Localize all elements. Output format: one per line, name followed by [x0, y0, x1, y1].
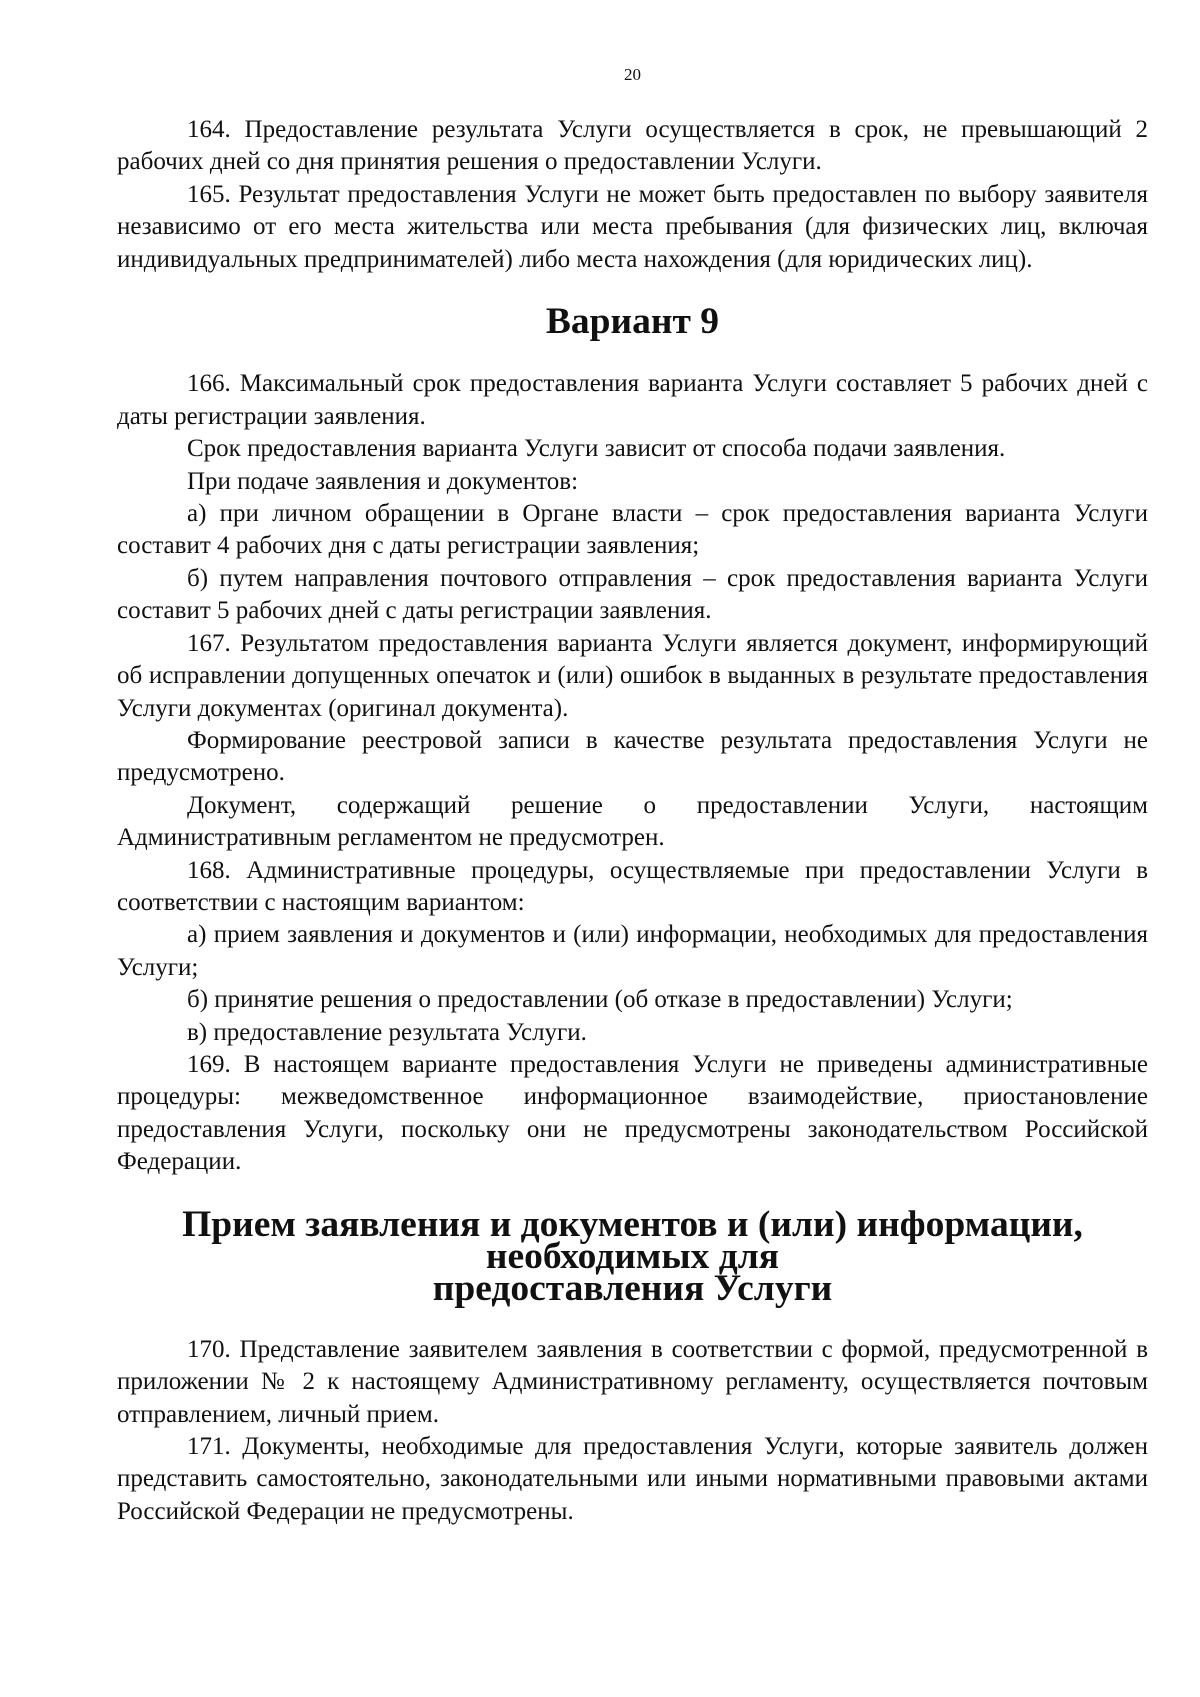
paragraph-164: 164. Предоставление результата Услуги осуществляется в срок, не превышающий 2 рабочих дней со дня принятия решения о предоставлении Услуги.: [117, 116, 1148, 176]
section-result-delivery: [117, 114, 1148, 276]
page-number: 20: [624, 65, 641, 84]
list-item-a-reception: а) прием заявления и документов и (или) информации, необходимых для предоставления Услуги;: [117, 921, 1148, 981]
heading-variant-9: Вариант 9: [545, 301, 720, 343]
paragraph-registry-record: Формирование реестровой записи в качестве результата предоставления Услуги не предусмотрено.: [117, 726, 1148, 787]
list-item-b-postal: б) путем направления почтового отправления – срок предоставления варианта Услуги составит 5 рабочих дней с даты регистрации заявления.: [117, 564, 1148, 625]
paragraph-170: 170. Представление заявителем заявления в соответствии с формой, предусмотренной в приложении № 2 к настоящему Административному регламенту, осуществляется почтовым отправлением, личный прием.: [117, 1335, 1148, 1428]
paragraph-165: 165. Результат предоставления Услуги не может быть предоставлен по выбору заявителя независимо от его места жительства или места пребывания (для физических лиц, включая индивидуальных предпринимателей) либо места нахождения (для юридических лиц).: [117, 180, 1148, 273]
paragraph-term-depends: Срок предоставления варианта Услуги зависит от способа подачи заявления.: [187, 435, 1006, 463]
heading-reception-line2: предоставления Услуги: [432, 1268, 833, 1310]
paragraph-166: 166. Максимальный срок предоставления варианта Услуги составляет 5 рабочих дней с даты регистрации заявления.: [117, 370, 1148, 430]
paragraph-submission: При подаче заявления и документов:: [187, 467, 579, 495]
paragraph-169: 169. В настоящем варианте предоставления Услуги не приведены административные процедуры: межведомственное информационное взаимодействие, приостановление предоставления Услуги, поскольку они не предусмотрены законодательством Российской Федерации.: [117, 1050, 1148, 1176]
paragraph-decision-document: Документ, содержащий решение о предоставлении Услуги, настоящим Административным регламентом не предусмотрен.: [117, 791, 1148, 852]
list-item-v-result: в) предоставление результата Услуги.: [187, 1018, 587, 1046]
section-reception: [117, 1334, 1148, 1528]
heading-reception-line1: Прием заявления и документов и (или) информации, необходимых для: [182, 1203, 1083, 1277]
list-item-b-decision: б) принятие решения о предоставлении (об отказе в предоставлении) Услуги;: [187, 986, 1013, 1014]
section-variant-9: [117, 368, 1148, 1178]
list-item-a-personal: а) при личном обращении в Органе власти – срок предоставления варианта Услуги составит 4 рабочих дня с даты регистрации заявления;: [117, 500, 1148, 560]
heading-reception: [117, 1203, 1148, 1310]
paragraph-168: 168. Административные процедуры, осуществляемые при предоставлении Услуги в соответствии с настоящим вариантом:: [117, 856, 1148, 916]
paragraph-171: 171. Документы, необходимые для предоставления Услуги, которые заявитель должен представить самостоятельно, законодательными или иными нормативными правовыми актами Российской Федерации не предусмотрены.: [117, 1433, 1148, 1525]
paragraph-167: 167. Результатом предоставления варианта Услуги является документ, информирующий об исправлении допущенных опечаток и (или) ошибок в выданных в результате предоставления Услуги документах (оригинал документа).: [117, 629, 1148, 722]
